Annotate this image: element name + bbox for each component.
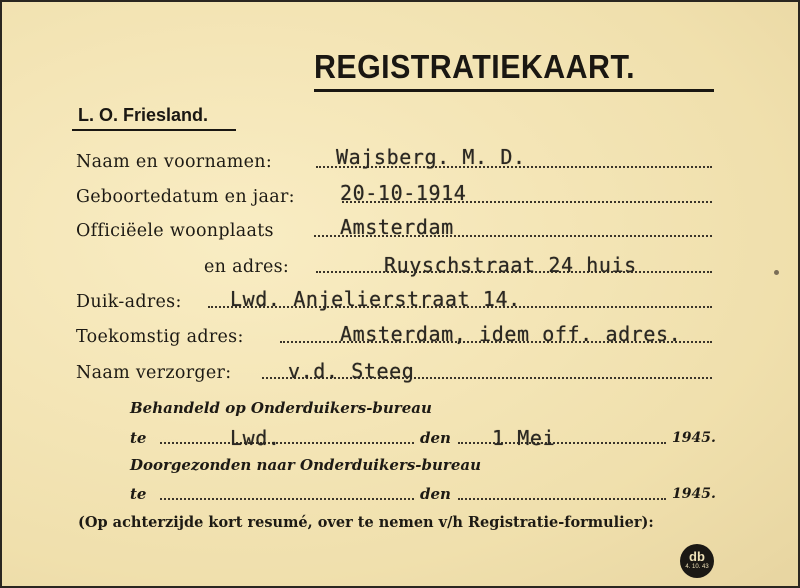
verzorger-value: v.d. Steeg (288, 359, 415, 383)
toekomstig-adres-label: Toekomstig adres: (76, 327, 244, 347)
toekomstig-adres-value: Amsterdam, idem off. adres. (340, 322, 682, 346)
paper-spot (774, 270, 779, 275)
behandeld-year: 1945. (672, 430, 716, 446)
doorgezonden-den-dotted-line (458, 498, 666, 500)
doorgezonden-den-label: den (420, 485, 451, 503)
behandeld-den-label: den (420, 429, 451, 447)
card-title: REGISTRATIEKAART. (314, 48, 635, 85)
db-stamp (680, 544, 714, 578)
organization-label: L. O. Friesland. (78, 105, 209, 125)
behandeld-heading: Behandeld op Onderduikers-bureau (130, 399, 432, 417)
behandeld-den-dotted-line (458, 442, 666, 444)
geboorte-label: Geboortedatum en jaar: (76, 187, 295, 207)
stamp-top-text: db (689, 549, 705, 564)
duik-adres-label: Duik-adres: (76, 292, 182, 312)
footer-note: (Op achterzijde kort resumé, over te nemen v/h Registratie-formulier): (78, 514, 654, 531)
verzorger-label: Naam verzorger: (76, 363, 232, 383)
behandeld-te-dotted-line (160, 442, 414, 444)
title-underline (314, 89, 714, 92)
adres-value: Ruyschstraat 24 huis (384, 253, 637, 277)
doorgezonden-heading: Doorgezonden naar Onderduikers-bureau (130, 456, 481, 474)
duik-adres-value: Lwd. Anjelierstraat 14. (230, 287, 521, 311)
woonplaats-value: Amsterdam (340, 215, 454, 239)
behandeld-te-label: te (130, 429, 147, 447)
behandeld-den-value: 1 Mei (492, 426, 556, 450)
naam-label: Naam en voornamen: (76, 152, 273, 172)
naam-value: Wajsberg. M. D. (336, 145, 526, 169)
registration-card (2, 2, 798, 586)
organization-underline (72, 129, 236, 131)
stamp-bottom-text: 4. 10. 43 (685, 564, 709, 570)
doorgezonden-te-dotted-line (160, 498, 414, 500)
doorgezonden-te-label: te (130, 485, 147, 503)
woonplaats-label: Officiëele woonplaats (76, 221, 274, 241)
doorgezonden-year: 1945. (672, 486, 716, 502)
adres-label: en adres: (204, 257, 290, 277)
behandeld-te-value: Lwd. (230, 426, 281, 450)
geboorte-value: 20-10-1914 (340, 181, 467, 205)
